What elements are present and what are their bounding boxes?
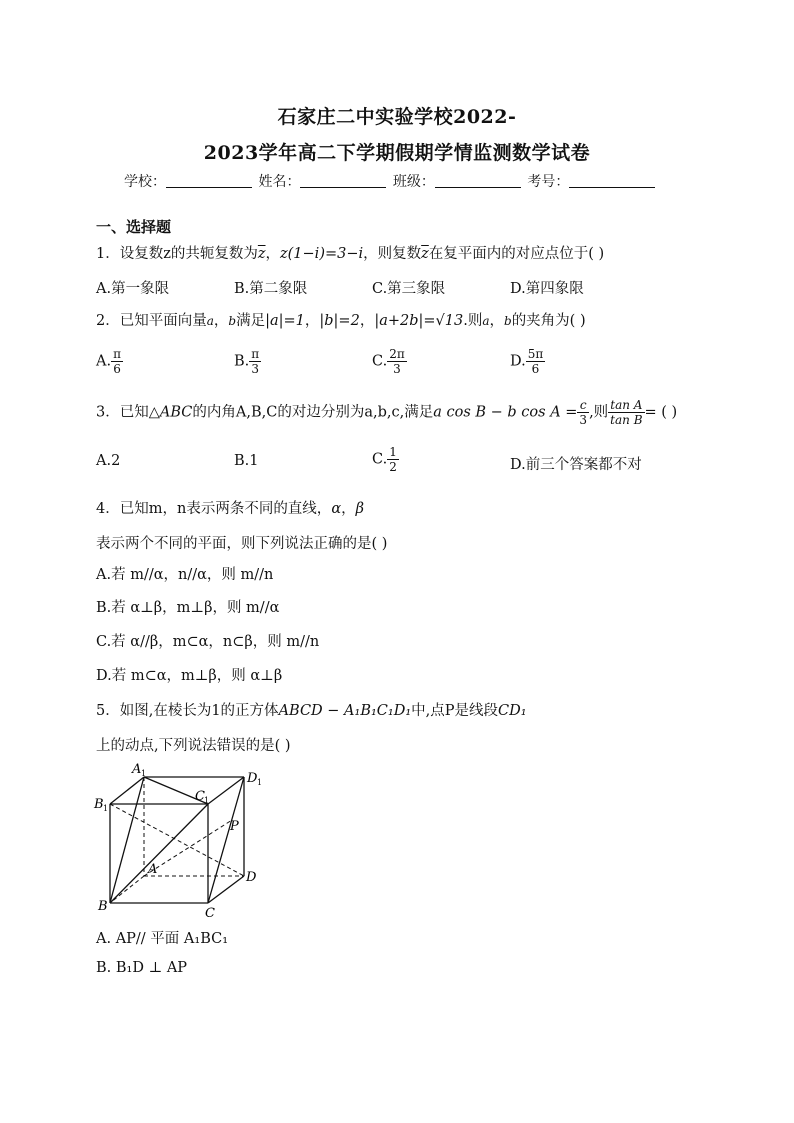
exam-title-line1: 石家庄二中实验学校2022- bbox=[277, 106, 517, 128]
question-2-stem: 2．已知平面向量a，b满足|a|=1，|b|=2，|a+2b|=√13.则a，b的夹角为( ) bbox=[96, 313, 586, 329]
svg-text:1: 1 bbox=[204, 796, 210, 805]
class-blank[interactable] bbox=[435, 175, 521, 188]
school-label: 学校： bbox=[124, 174, 166, 190]
svg-text:1: 1 bbox=[103, 804, 109, 813]
svg-text:D: D bbox=[247, 771, 258, 786]
q1-option-a[interactable]: A.第一象限 bbox=[96, 281, 170, 297]
question-1-stem: 1．设复数z的共轭复数为$\overline{z}$，z(1−i)=3−i，则复数$\overline{z}$在复平面内的对应点位于( ) bbox=[96, 246, 605, 262]
name-blank[interactable] bbox=[300, 175, 386, 188]
school-blank[interactable] bbox=[166, 175, 252, 188]
q4-option-d[interactable]: D.若 m⊂α，m⊥β，则 α⊥β bbox=[96, 668, 283, 684]
q3-option-b[interactable]: B.1 bbox=[234, 453, 259, 469]
exam-number-label: 考号： bbox=[527, 174, 570, 190]
svg-text:B: B bbox=[94, 797, 104, 812]
question-4-stem-line2: 表示两个不同的平面，则下列说法正确的是( ) bbox=[96, 536, 388, 552]
svg-text:A: A bbox=[132, 762, 142, 777]
q1-option-c[interactable]: C.第三象限 bbox=[372, 281, 446, 297]
student-info-row bbox=[124, 171, 657, 191]
cube-figure bbox=[92, 760, 272, 920]
svg-text:C: C bbox=[205, 906, 215, 920]
exam-title-line2: 2023学年高二下学期假期学情监测数学试卷 bbox=[203, 142, 591, 164]
q1-option-d[interactable]: D.第四象限 bbox=[510, 281, 584, 297]
svg-text:1: 1 bbox=[141, 769, 147, 778]
question-5-stem-line1: 5．如图,在棱长为1的正方体ABCD − A₁B₁C₁D₁中,点P是线段CD₁ bbox=[96, 703, 527, 719]
exam-number-blank[interactable] bbox=[569, 175, 655, 188]
svg-text:P: P bbox=[230, 819, 239, 834]
q2-option-a[interactable]: A. $\frac{\pi}{6}$ bbox=[96, 347, 121, 376]
q4-option-a[interactable]: A.若 m//α，n//α，则 m//n bbox=[96, 567, 274, 583]
q3-option-c[interactable]: C. $\frac{1}{2}$ bbox=[372, 445, 397, 474]
class-label: 班级： bbox=[392, 174, 435, 190]
q3-option-d[interactable]: D.前三个答案都不对 bbox=[510, 457, 642, 473]
svg-text:D: D bbox=[246, 870, 257, 885]
section-title: 一、选择题 bbox=[96, 218, 172, 236]
question-3-stem: 3．已知△ABC的内角A,B,C的对边分别为a,b,c,满足a cos B − b cos A = $\frac{c}{3}$ ,则 $\frac{\text{tan A}}{\text{tan B}}$ = ( ) bbox=[96, 398, 678, 427]
q2-option-d[interactable]: D. $\frac{5\pi}{6}$ bbox=[510, 347, 544, 376]
q2-option-c[interactable]: C. $\frac{2\pi}{3}$ bbox=[372, 347, 405, 376]
name-label: 姓名： bbox=[258, 174, 301, 190]
q4-option-b[interactable]: B.若 α⊥β，m⊥β，则 m//α bbox=[96, 600, 280, 616]
question-5-stem-line2: 上的动点,下列说法错误的是( ) bbox=[96, 738, 291, 754]
q2-option-b[interactable]: B. $\frac{\pi}{3}$ bbox=[234, 347, 260, 376]
svg-text:B: B bbox=[98, 899, 108, 914]
q4-option-c[interactable]: C.若 α//β，m⊂α，n⊂β，则 m//n bbox=[96, 634, 320, 650]
svg-text:1: 1 bbox=[257, 778, 263, 787]
q5-option-b[interactable]: B. B₁D ⊥ AP bbox=[96, 960, 188, 976]
svg-text:C: C bbox=[195, 789, 205, 804]
question-4-stem-line1: 4．已知m，n表示两条不同的直线，α，β bbox=[96, 501, 364, 517]
q5-option-a[interactable]: A. AP// 平面 A₁BC₁ bbox=[96, 931, 229, 947]
svg-text:A: A bbox=[148, 862, 158, 877]
q3-option-a[interactable]: A.2 bbox=[96, 453, 121, 469]
q1-option-b[interactable]: B.第二象限 bbox=[234, 281, 308, 297]
